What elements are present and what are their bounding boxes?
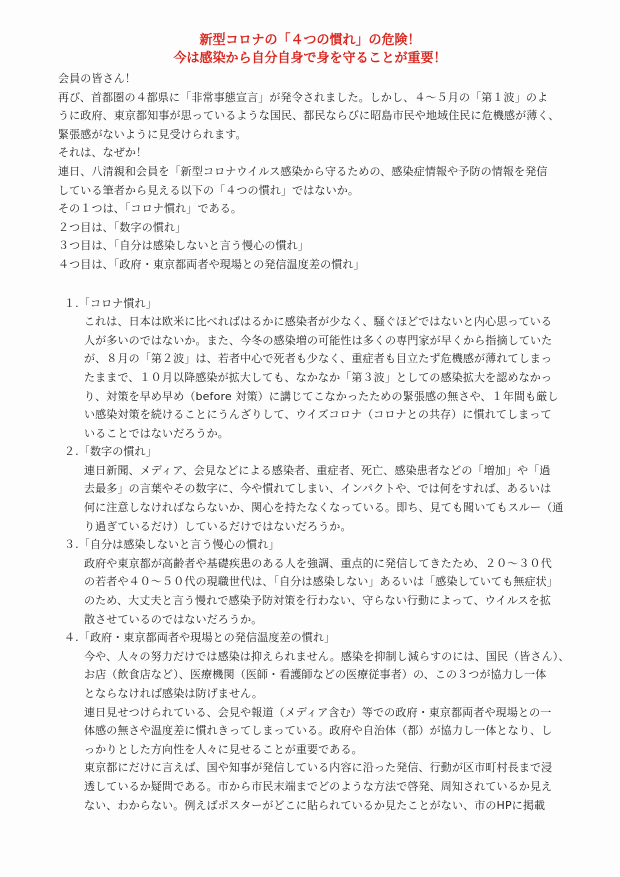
section-line: いることではないだろうか。 [84, 426, 229, 440]
section-line: の若者や４０～５０代の現職世代は、「自分は感染しない」あるいは「感染していても無症状」 [84, 575, 558, 589]
section-1 [58, 295, 598, 444]
title-line-2: 今は感染から自分自身で身を守ることが重要！ [173, 51, 447, 66]
section-line: 東京都にだけに言えば、国や知事が発信している内容に沿った発信、行動が区市町村長まで浸 [84, 761, 553, 775]
intro-line: 緊張感がないように見受けられます。 [58, 127, 247, 141]
section-line: 体感の無さや温度差に慣れきってしまっている。政府や自治体（都）が協力し一体となり、し [84, 724, 553, 738]
section-line: たままで、１０月以降感染が拡大しても、なかなか「第３波」としての感染拡大を認めなかっ [84, 370, 553, 384]
section-line: 去最多」の言葉やその数字に、今や慣れてしまい、インパクトや、では何をすれば、あるいは [84, 482, 552, 496]
section-line: っかりとした方向性を人々に見せることが重要である。 [84, 742, 363, 756]
intro-line: ３つ目は、「自分は感染しないと言う慢心の慣れ」 [58, 239, 309, 253]
section-heading: ３.「自分は感染しないと言う慢心の慣れ」 [64, 538, 280, 552]
section-line: 連日新聞、メディア、会見などによる感染者、重症者、死亡、感染患者などの「増加」や「過 [84, 463, 551, 477]
title-line-1: 新型コロナの「４つの慣れ」の危険！ [199, 33, 421, 48]
intro-line: ４つ目は、「政府・東京都両者や現場との発信温度差の慣れ」 [58, 257, 365, 271]
intro-line: 再び、首都圏の４都県に「非常事態宣言」が発令されました。しかし、４～５月の「第１波」のよ [58, 90, 549, 104]
section-line: 何に注意しなければならないか、関心を持たなくなっている。即ち、見ても聞いてもスルー（通 [84, 501, 564, 515]
section-3 [58, 536, 598, 629]
section-4 [58, 629, 598, 815]
section-2 [58, 443, 598, 536]
intro-line: それは、なぜか！ [58, 146, 148, 160]
section-heading: ４.「政府・東京都両者や現場との発信温度差の慣れ」 [64, 631, 336, 645]
section-line: り過ぎているだけ）しているだけではないだろうか。 [84, 519, 352, 533]
intro-line: その１つは、「コロナ慣れ」である。 [58, 202, 243, 216]
section-line: これは、日本は欧米に比べればはるかに感染者が少なく、騒ぐほどではないと内心思っている [84, 315, 553, 329]
section-line: とならなければ感染は防げません。 [84, 687, 264, 700]
section-line: 散させているのではないだろうか。 [84, 612, 263, 626]
section-line: い感染対策を続けることにうんざりして、ウイズコロナ（コロナとの共存）に慣れてしまって [84, 408, 552, 422]
section-line: 人が多いのではないか。また、今冬の感染増の可能性は多くの専門家が早くから指摘していた [84, 333, 553, 347]
intro-block [58, 70, 598, 275]
section-body [84, 313, 598, 443]
section-line: 透しているか疑問である。市から市民末端までどのような方法で啓発、周知されているか見え [84, 779, 553, 793]
section-line: 今や、人々の努力だけでは感染は抑えられません。感染を抑制し減らすのには、国民（皆さん）、 [84, 649, 570, 663]
section-line: 政府や東京都が高齢者や基礎疾患のある人を強調、重点的に発信してきたため、２０～３０代 [84, 556, 552, 570]
section-line: り、対策を早め早め（before 対策）に講じてこなかったための緊張感の無さや、１年間も厳し [84, 389, 559, 403]
intro-line: している筆者から見える以下の「４つの慣れ」ではないか。 [58, 183, 360, 197]
section-line: ない、わからない。例えばポスターがどこに貼られているか見たことがない、市のHPに掲載 [84, 798, 546, 812]
document-body [58, 70, 598, 815]
intro-line: 連日、八清親和会員を「新型コロナウイルス感染から守るための、感染症情報や予防の情報を発信 [58, 164, 548, 178]
section-body [84, 648, 598, 815]
section-line: お店（飲食店など）、医療機関（医師・看護師などの医療従事者）の、この３つが協力し一体 [84, 668, 547, 682]
section-body [84, 555, 598, 629]
section-heading: ２.「数字の慣れ」 [64, 445, 157, 459]
section-gap [58, 275, 598, 295]
section-line: 連日見せつけられている、会見や報道（メディア含む）等での政府・東京都両者や現場との一 [84, 705, 552, 719]
intro-line: うに政府、東京都知事が思っているような国民、都民ならびに昭島市民や地域住民に危機感が薄く、 [58, 109, 560, 123]
intro-line: 会員の皆さん！ [58, 72, 137, 85]
section-body [84, 462, 598, 536]
document-title [0, 32, 620, 68]
section-line: が、８月の「第２波」は、若者中心で死者も少なく、重症者も目立たず危機感が薄れてしまっ [84, 352, 553, 366]
intro-line: ２つ目は、「数字の慣れ」 [58, 220, 187, 234]
section-heading: １.「コロナ慣れ」 [64, 296, 157, 310]
section-line: のため、大丈夫と言う慢れで感染予防対策を行わない、守らない行動によって、ウイルスを拡 [84, 594, 551, 608]
